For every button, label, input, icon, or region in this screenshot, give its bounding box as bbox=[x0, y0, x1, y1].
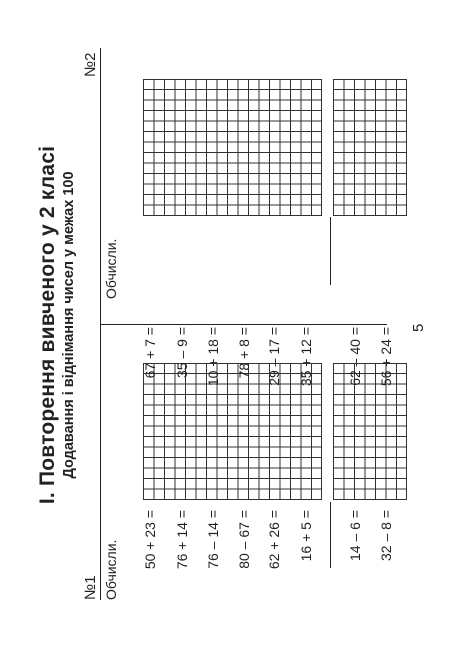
task-1-expression: 14 – 6 = bbox=[347, 510, 363, 561]
task-2-expression: 35 – 9 = bbox=[174, 327, 190, 378]
task-2-expression: 67 + 7 = bbox=[142, 327, 158, 379]
answer-grid[interactable] bbox=[143, 79, 322, 216]
task-1-number: №1 bbox=[82, 575, 99, 600]
answer-grid[interactable] bbox=[333, 79, 407, 216]
task-1-expression: 16 + 5 = bbox=[298, 510, 314, 562]
page-subtitle: Додавання і віднімання чисел у межах 100 bbox=[61, 171, 77, 479]
task-1-group-separator bbox=[330, 502, 331, 568]
task-1-instruction: Обчисли. bbox=[103, 539, 119, 600]
task-1-expression: 76 – 14 = bbox=[205, 510, 221, 569]
page-number: 5 bbox=[410, 323, 427, 332]
task-2-expression: 29 – 17 = bbox=[266, 327, 282, 386]
page-title: І. Повторення вивченого у 2 класі bbox=[36, 145, 59, 505]
task-2-expression: 62 – 40 = bbox=[347, 327, 363, 386]
task-2-number: №2 bbox=[82, 52, 99, 77]
task-1-expression: 76 + 14 = bbox=[174, 510, 190, 570]
task-2-expression: 35 + 12 = bbox=[298, 327, 314, 387]
task-1-expression: 62 + 26 = bbox=[266, 510, 282, 570]
column-divider bbox=[100, 324, 387, 325]
task-2-expression: 78 + 8 = bbox=[236, 327, 252, 379]
task-2-expression: 10 + 18 = bbox=[205, 327, 221, 387]
task-1-expression: 32 – 8 = bbox=[378, 510, 394, 561]
task-1-expression: 80 – 67 = bbox=[236, 510, 252, 569]
task-1-expression: 50 + 23 = bbox=[142, 510, 158, 570]
task-2-instruction: Обчисли. bbox=[103, 238, 119, 299]
task-2-expression: 56 + 24 = bbox=[378, 327, 394, 387]
task-2-group-separator bbox=[330, 217, 331, 285]
